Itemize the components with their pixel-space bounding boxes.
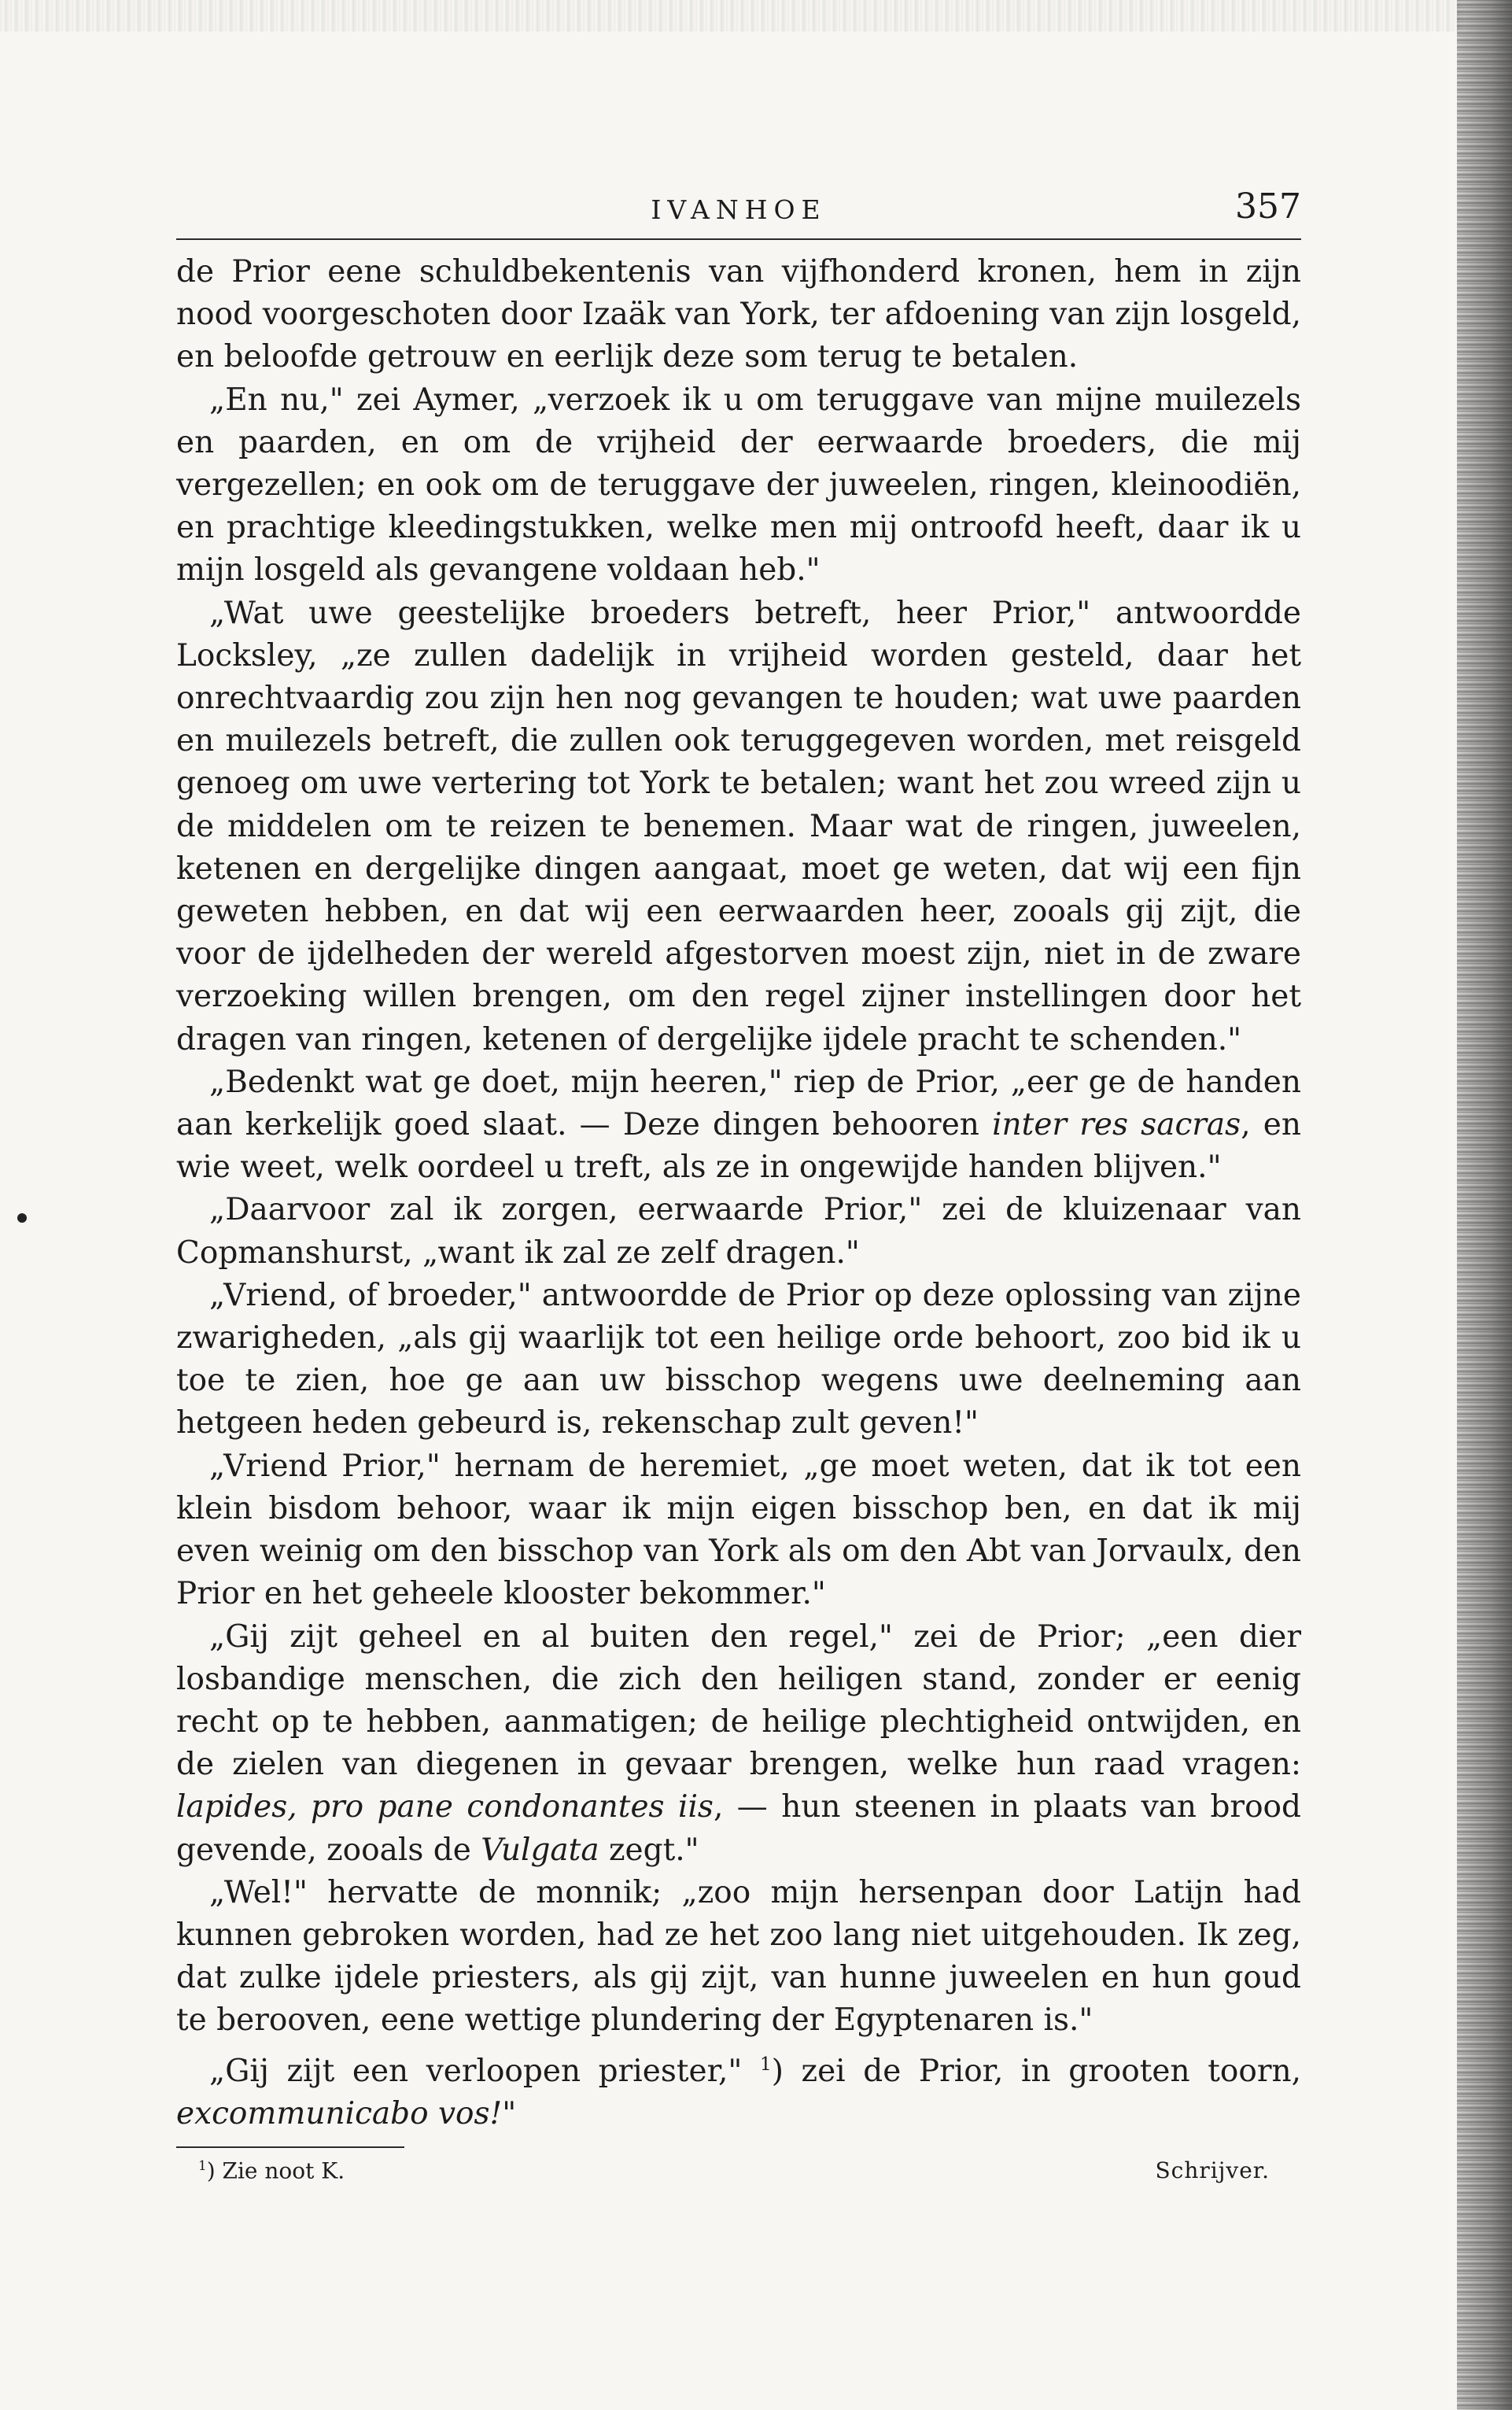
- running-title: IVANHOE: [651, 194, 827, 225]
- footnote-text: [198, 2157, 345, 2183]
- body-text: [176, 251, 1301, 2135]
- footnote-body: ) Zie noot K.: [206, 2157, 345, 2184]
- paragraph-8-text-b: , — hun steenen in plaats van brood gevende, zooals de: [176, 1789, 1301, 1868]
- vulgata-term: Vulgata: [481, 1832, 599, 1868]
- paragraph-10: [176, 2043, 1301, 2135]
- latin-phrase: lapides, pro pane condonantes iis: [176, 1789, 714, 1825]
- header-rule: [176, 238, 1301, 240]
- paragraph-10-text-b: ) zei de Prior, in grooten toorn,: [771, 2053, 1301, 2089]
- running-head: [176, 177, 1301, 232]
- footnote-rule: [176, 2146, 404, 2148]
- latin-phrase: excommunicabo vos!: [176, 2095, 503, 2131]
- margin-mark: [17, 1213, 27, 1223]
- footnote-marker: 1: [198, 2157, 207, 2173]
- scan-edge-shadow: [1457, 0, 1512, 2410]
- paragraph-4-text-a: „Bedenkt wat ge doet, mijn heeren," riep de Prior, „eer ge de handen aan kerkelijk goed slaat. — Deze dingen behooren: [176, 1064, 1301, 1143]
- paragraph-9: „Wel!" hervatte de monnik; „zoo mijn hersenpan door Latijn had kunnen gebroken worden, had ze het zoo lang niet uitgehouden. Ik zeg, dat zulke ijdele priesters, als gij zijt, van hunne juweelen en hun goud te berooven, eene wettige plundering der Egyptenaren is.": [176, 1874, 1301, 2039]
- book-page: [176, 177, 1301, 2195]
- footnote-reference: 1: [759, 2052, 772, 2075]
- scan-noise-top: [0, 0, 1463, 31]
- paragraph-3: „Wat uwe geestelijke broeders betreft, heer Prior," antwoordde Locksley, „ze zullen dadelijk in vrijheid worden gesteld, daar het onrechtvaardig zou zijn hen nog gevangen te houden; wat uwe paarden en muilezels betreft, die zullen ook teruggegeven worden, met reisgeld genoeg om uwe vertering tot York te betalen; want het zou wreed zijn u de middelen om te reizen te benemen. Maar wat de ringen, juweelen, ketenen en dergelijke dingen aangaat, moet ge weten, dat wij een fijn geweten hebben, en dat wij een eerwaarden heer, zooals gij zijt, die voor de ijdelheden der wereld afgestorven moest zijn, niet in de zware verzoeking willen brengen, om den regel zijner instellingen door het dragen van ringen, ketenen of dergelijke ijdele pracht te schenden.": [176, 595, 1301, 1057]
- paragraph-8-text-c: zegt.": [599, 1832, 699, 1868]
- paragraph-2: „En nu," zei Aymer, „verzoek ik u om teruggave van mijne muilezels en paarden, en om de vrijheid der eerwaarde broeders, die mij vergezellen; en ook om de teruggave der juweelen, ringen, kleinoodiën, en prachtige kleedingstukken, welke men mij ontroofd heeft, daar ik u mijn losgeld als gevangene voldaan heb.": [176, 382, 1301, 589]
- paragraph-4-text-b: , en wie weet, welk oordeel u treft, als ze in ongewijde handen blijven.": [176, 1107, 1301, 1186]
- paragraph-4: [176, 1061, 1301, 1190]
- footnote-attribution: Schrijver.: [1155, 2157, 1270, 2183]
- paragraph-6: „Vriend, of broeder," antwoordde de Prior op deze oplossing van zijne zwarigheden, „als gij waarlijk tot een heilige orde behoort, zoo bid ik u toe te zien, hoe ge aan uw bisschop wegens uwe deelneming aan hetgeen heden gebeurd is, rekenschap zult geven!": [176, 1277, 1301, 1441]
- latin-phrase: inter res sacras: [992, 1107, 1241, 1143]
- footnote: [176, 2156, 1301, 2195]
- paragraph-10-text-a: „Gij zijt een verloopen priester,": [209, 2053, 760, 2089]
- paragraph-8: [176, 1616, 1301, 1872]
- paragraph-7: „Vriend Prior," hernam de heremiet, „ge moet weten, dat ik tot een klein bisdom behoor, waar ik mijn eigen bisschop ben, en dat ik mij even weinig om den bisschop van York als om den Abt van Jorvaulx, den Prior en het geheele klooster bekommer.": [176, 1448, 1301, 1612]
- paragraph-5: „Daarvoor zal ik zorgen, eerwaarde Prior," zei de kluizenaar van Copmanshurst, „want ik zal ze zelf dragen.": [176, 1192, 1301, 1271]
- paragraph-1: de Prior eene schuldbekentenis van vijfhonderd kronen, hem in zijn nood voorgeschoten door Izaäk van York, ter afdoening van zijn losgeld, en beloofde getrouw en eerlijk deze som terug te betalen.: [176, 254, 1301, 375]
- paragraph-8-text-a: „Gij zijt geheel en al buiten den regel," zei de Prior; „een dier losbandige menschen, die zich den heiligen stand, zonder er eenig recht op te hebben, aanmatigen; de heilige plechtigheid ontwijden, en de zielen van diegenen in gevaar brengen, welke hun raad vragen:: [176, 1618, 1301, 1783]
- page-number: 357: [1235, 186, 1301, 227]
- paragraph-10-text-c: ": [502, 2095, 517, 2131]
